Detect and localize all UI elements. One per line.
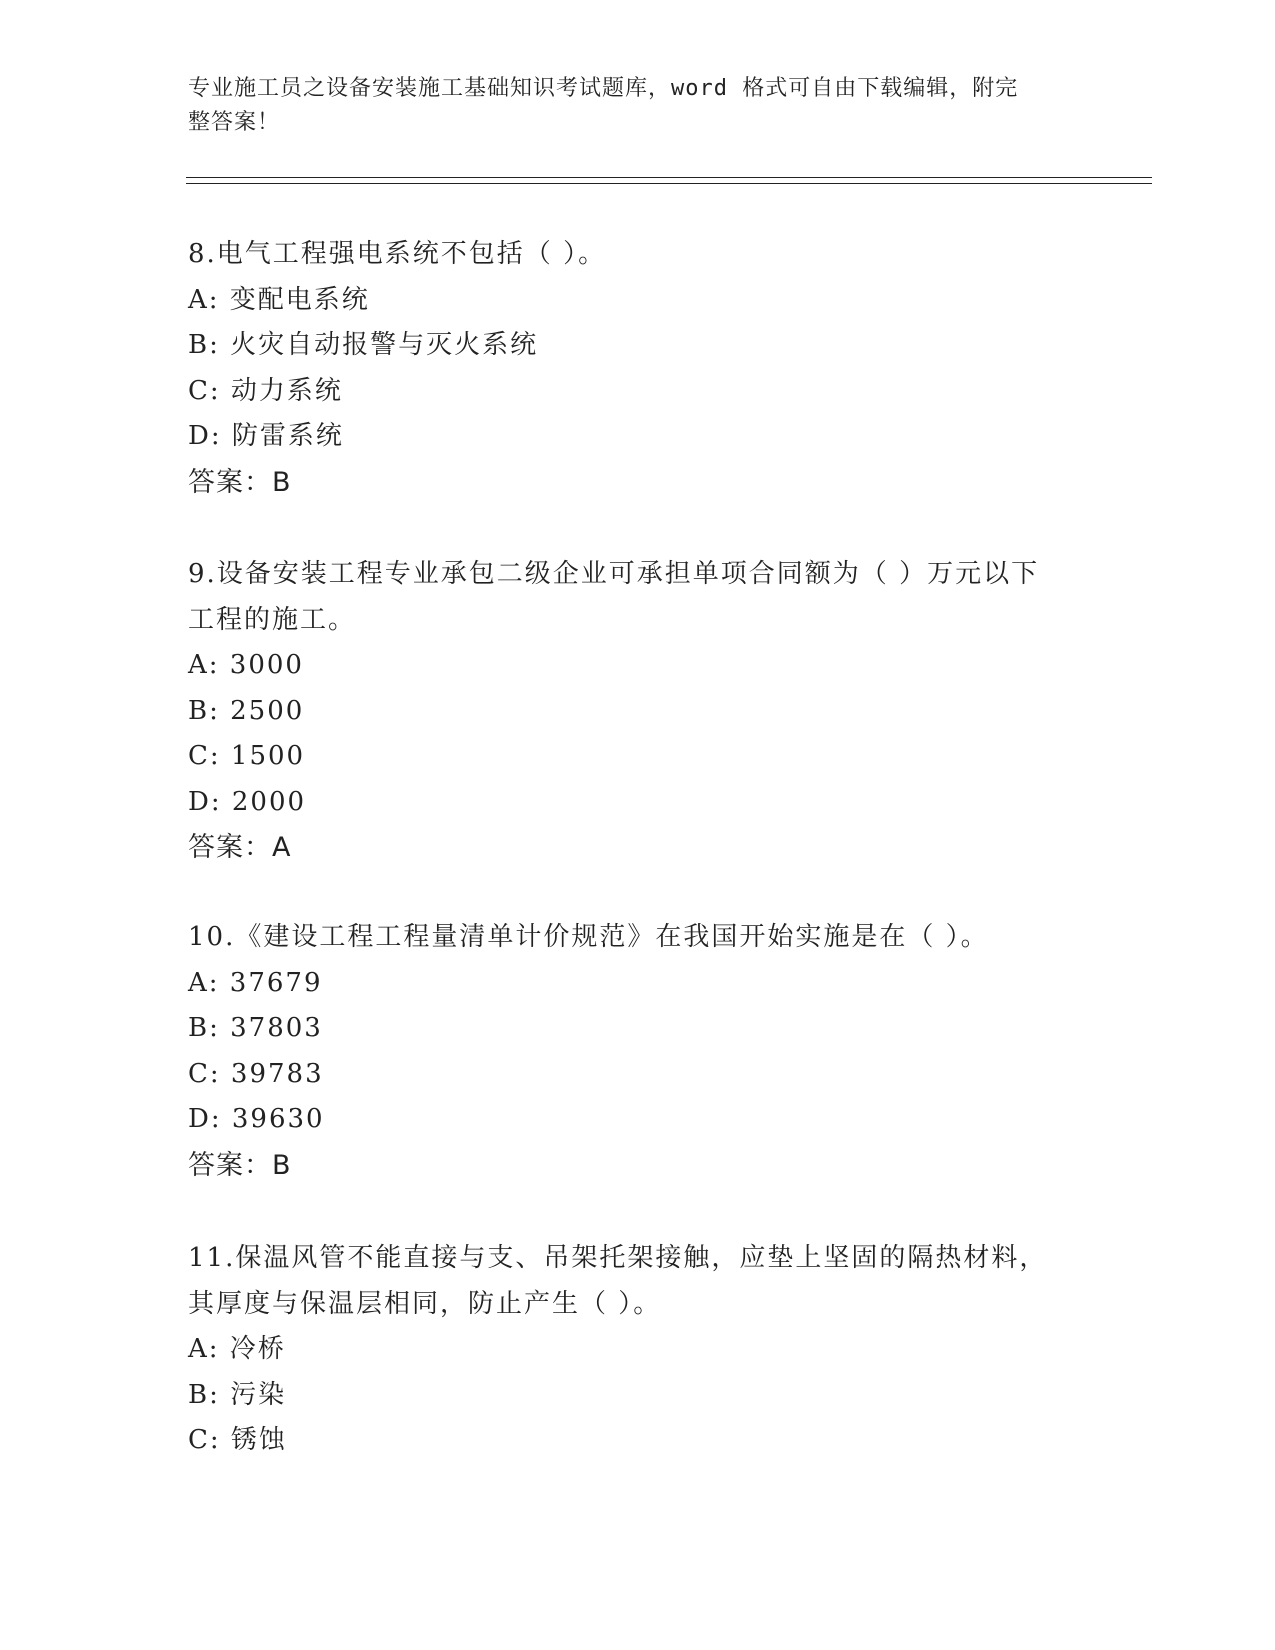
header-line-2: 整答案！ bbox=[188, 110, 281, 135]
option-d: D: 39630 bbox=[188, 1104, 325, 1134]
option-c: C: 动力系统 bbox=[188, 375, 343, 406]
option-d: D: 防雷系统 bbox=[188, 421, 344, 451]
question-8 bbox=[188, 232, 1088, 505]
option-c: C: 锈蚀 bbox=[188, 1425, 287, 1455]
question-11 bbox=[188, 1236, 1088, 1464]
option-d: D: 2000 bbox=[188, 786, 307, 817]
option-b: B: 污染 bbox=[188, 1379, 287, 1410]
question-stem-line: 11.保温风管不能直接与支、吊架托架接触，应垫上坚固的隔热材料， bbox=[188, 1243, 1048, 1273]
question-stem bbox=[188, 552, 1088, 643]
option-a: A: 37679 bbox=[188, 967, 323, 998]
question-stem-line: 9.设备安装工程专业承包二级企业可承担单项合同额为（ ）万元以下 bbox=[188, 559, 1040, 589]
header-divider-bottom bbox=[186, 183, 1152, 184]
question-stem-line: 10.《建设工程工程量清单计价规范》在我国开始实施是在（ ）。 bbox=[188, 922, 989, 952]
question-stem bbox=[188, 1236, 1088, 1327]
option-b: B: 37803 bbox=[188, 1013, 323, 1043]
option-a: A: 变配电系统 bbox=[188, 284, 370, 315]
answer-key: 答案：B bbox=[188, 1149, 292, 1181]
document-header bbox=[188, 72, 1068, 140]
option-b: B: 2500 bbox=[188, 695, 305, 726]
question-9 bbox=[188, 552, 1088, 871]
option-b: B: 火灾自动报警与灭火系统 bbox=[188, 330, 539, 360]
answer-key: 答案：A bbox=[188, 832, 292, 863]
question-stem-line: 8.电气工程强电系统不包括（ ）。 bbox=[188, 239, 607, 269]
option-c: C: 39783 bbox=[188, 1058, 324, 1089]
option-c: C: 1500 bbox=[188, 741, 306, 771]
header-line-1: 专业施工员之设备安装施工基础知识考试题库，word 格式可自由下载编辑，附完 bbox=[188, 76, 1019, 101]
option-a: A: 冷桥 bbox=[188, 1334, 286, 1364]
answer-key: 答案：B bbox=[188, 466, 292, 498]
option-a: A: 3000 bbox=[188, 650, 304, 680]
question-stem bbox=[188, 232, 1088, 278]
question-stem-line: 工程的施工。 bbox=[188, 604, 357, 635]
question-10 bbox=[188, 915, 1088, 1188]
question-stem-line: 其厚度与保温层相同，防止产生（ ）。 bbox=[188, 1288, 662, 1319]
header-divider-top bbox=[186, 177, 1152, 178]
question-stem bbox=[188, 915, 1088, 961]
